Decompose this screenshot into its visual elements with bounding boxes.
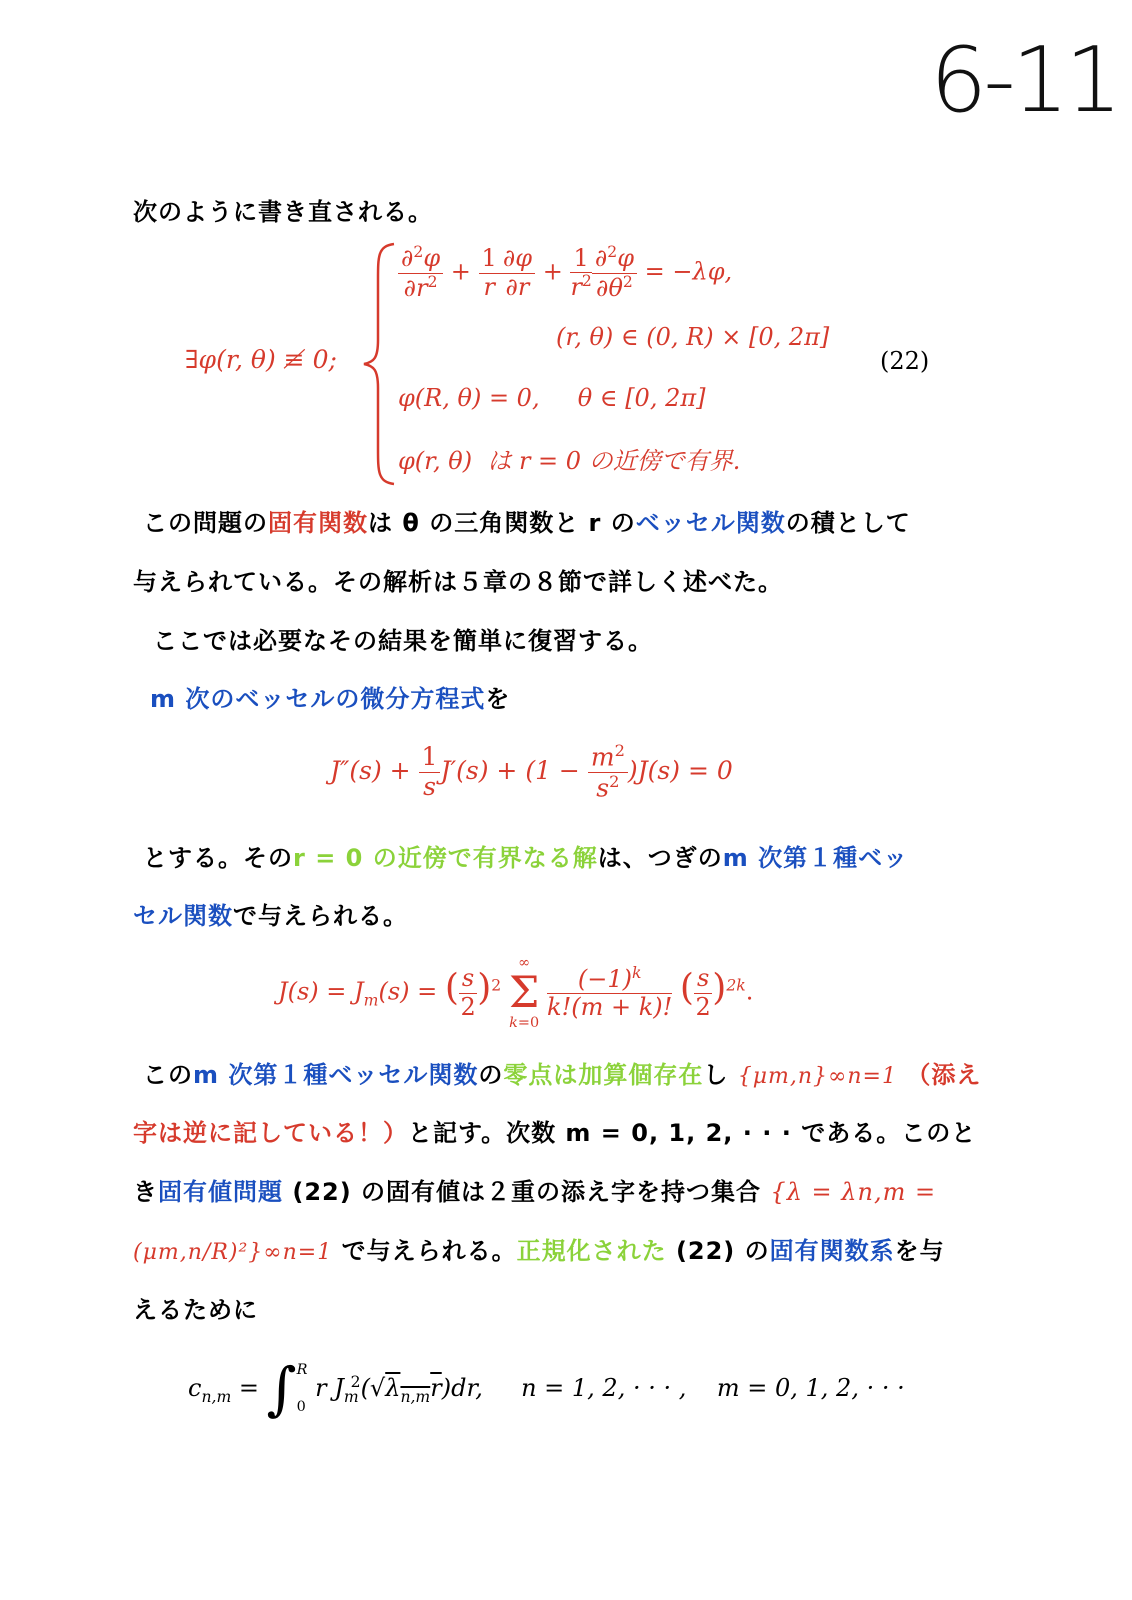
frac-1-r: $\frac{1}{r}$ (479, 245, 500, 301)
para5-line3 (133, 1172, 936, 1207)
para3-bessel-ode: m 次のベッセルの微分方程式 (150, 685, 486, 713)
para4-bessel-function: セル関数 (133, 902, 233, 930)
para5-line2 (133, 1113, 976, 1148)
para5-eigenvalue-problem: 固有値問題 (158, 1178, 283, 1206)
frac-s-2a: $\frac{s}{2}$ (460, 964, 476, 1021)
para1-line2: 与えられている。その解析は５章の８節で詳しく述べた。 (133, 568, 783, 596)
para5-text-c: の (478, 1061, 504, 1089)
frac-series-term: $\frac{(-1)^k}{k!(m + k)!}$ (547, 963, 673, 1022)
para4-line1 (143, 838, 908, 873)
para1-text-c: は θ の三角関数と r の (368, 509, 636, 537)
para1-eigenfunction: 固有関数 (268, 509, 368, 537)
para4-bounded-solution: r = 0 の近傍で有界なる解 (293, 844, 598, 872)
para5-text-a: この (143, 1061, 193, 1089)
bessel-equation: J″(s) + $\frac{1}{s}$ J′(s) + (1 − $\frac{m^2}{s^2}$ )J(s) = 0 (330, 741, 733, 803)
para5-text-l: (22) の固有値は２重の添え字を持つ集合 (292, 1178, 762, 1206)
para4-bessel-first-kind: m 次第１種ベッ (722, 844, 909, 872)
para2: ここでは必要なその結果を簡単に復習する。 (153, 627, 653, 655)
para4-text-a: とする。その (143, 844, 293, 872)
frac-m2-s2: $\frac{m^2}{s^2}$ (588, 742, 628, 803)
para4-line2 (133, 896, 408, 931)
normalization-equation: $c_{n,m}$ = ∫ R 0 r $J_m^2(√\lambda_{n,m}r)dr$, n = 1, 2, · · · , m = 0, 1, 2, · · · (188, 1355, 905, 1423)
para5-zero-set: {μm,n}∞n=1 (737, 1064, 897, 1089)
para5-text-q: (22) の (675, 1237, 770, 1265)
para5-countable-zeros: 零点は加算個存在 (503, 1061, 704, 1089)
para5-normalized: 正規化された (516, 1237, 667, 1265)
frac-1-r2: $\frac{1}{r^2}$ (570, 243, 592, 302)
para5-bessel-first-kind: m 次第１種ベッセル関数 (193, 1061, 479, 1089)
para4-text-c: は、つぎの (597, 844, 723, 872)
equation-number: (22) (880, 347, 930, 375)
para1-text-a: この問題の (143, 509, 268, 537)
para1-line1 (143, 503, 911, 538)
para1-bessel-function: ベッセル関数 (635, 509, 786, 537)
boundary-condition: φ(R, θ) = 0, θ ∈ [0, 2π] (398, 384, 706, 412)
para5-eigenvalue-set-a: {λ = λn,m = (770, 1178, 937, 1206)
intro-line: 次のように書き直される。 (133, 198, 433, 226)
para5-text-j: き (133, 1178, 158, 1206)
para5-text-s: を与 (894, 1237, 945, 1265)
frac-d2phi-dr2: $\frac{\partial^2\varphi}{\partial r^2}$ (398, 244, 443, 302)
para5-eigenfunction-system: 固有関数系 (769, 1237, 895, 1265)
sum-symbol: ∞ Σ k=0 (508, 955, 540, 1031)
para4-text-f: で与えられる。 (233, 902, 408, 930)
boundedness-condition: φ(r, θ) は r = 0 の近傍で有界. (398, 447, 741, 475)
para5-line4 (133, 1231, 945, 1266)
series-equation: $J(s) = J_m(s)$ = ( $\frac{s}{2}$ )$^2$ ∞ Σ k=0 $\frac{(-1)^k}{k!(m + k)!}$ ( $\frac{s}{2}$ )$^{2k}$. (278, 955, 754, 1031)
para5-line1 (143, 1055, 981, 1090)
para3 (150, 679, 510, 714)
para3-text-b: を (485, 685, 511, 713)
para5-eigenvalue-set-b: (μm,n/R)²}∞n=1 (133, 1240, 333, 1265)
para5-line5: えるために (133, 1296, 258, 1324)
para5-text-i: と記す。次数 m = 0, 1, 2, · · · である。このと (408, 1119, 977, 1147)
left-brace (360, 240, 400, 488)
para1-text-e: の積として (785, 509, 911, 537)
para5-index-note-a: （添え (906, 1061, 982, 1089)
pde-rhs: = −λφ, (644, 257, 733, 286)
frac-d2phi-dtheta2: $\frac{\partial^2\varphi}{\partial\theta^2}$ (592, 244, 637, 302)
para5-text-o: で与えられる。 (341, 1237, 517, 1265)
para5-index-note-b: 字は逆に記している！） (133, 1119, 408, 1147)
domain: (r, θ) ∈ (0, R) × [0, 2π] (556, 323, 830, 351)
frac-s-2b: $\frac{s}{2}$ (695, 964, 711, 1021)
para5-text-e: し (703, 1061, 729, 1089)
frac-1-s: $\frac{1}{s}$ (419, 743, 441, 802)
frac-dphi-dr: $\frac{\partial\varphi}{\partial r}$ (500, 245, 535, 301)
pde: $\frac{\partial^2\varphi}{\partial r^2}$ + $\frac{1}{r}$ $\frac{\partial\varphi}{\partial r}$ + $\frac{1}{r^2}$ $\frac{\partial^2\varphi}{\partial\theta^2}$ = −λφ, (398, 244, 732, 302)
page-number: 6-11 (930, 28, 1119, 133)
exists-condition: ∃φ(r, θ) ≢ 0; (185, 345, 337, 374)
